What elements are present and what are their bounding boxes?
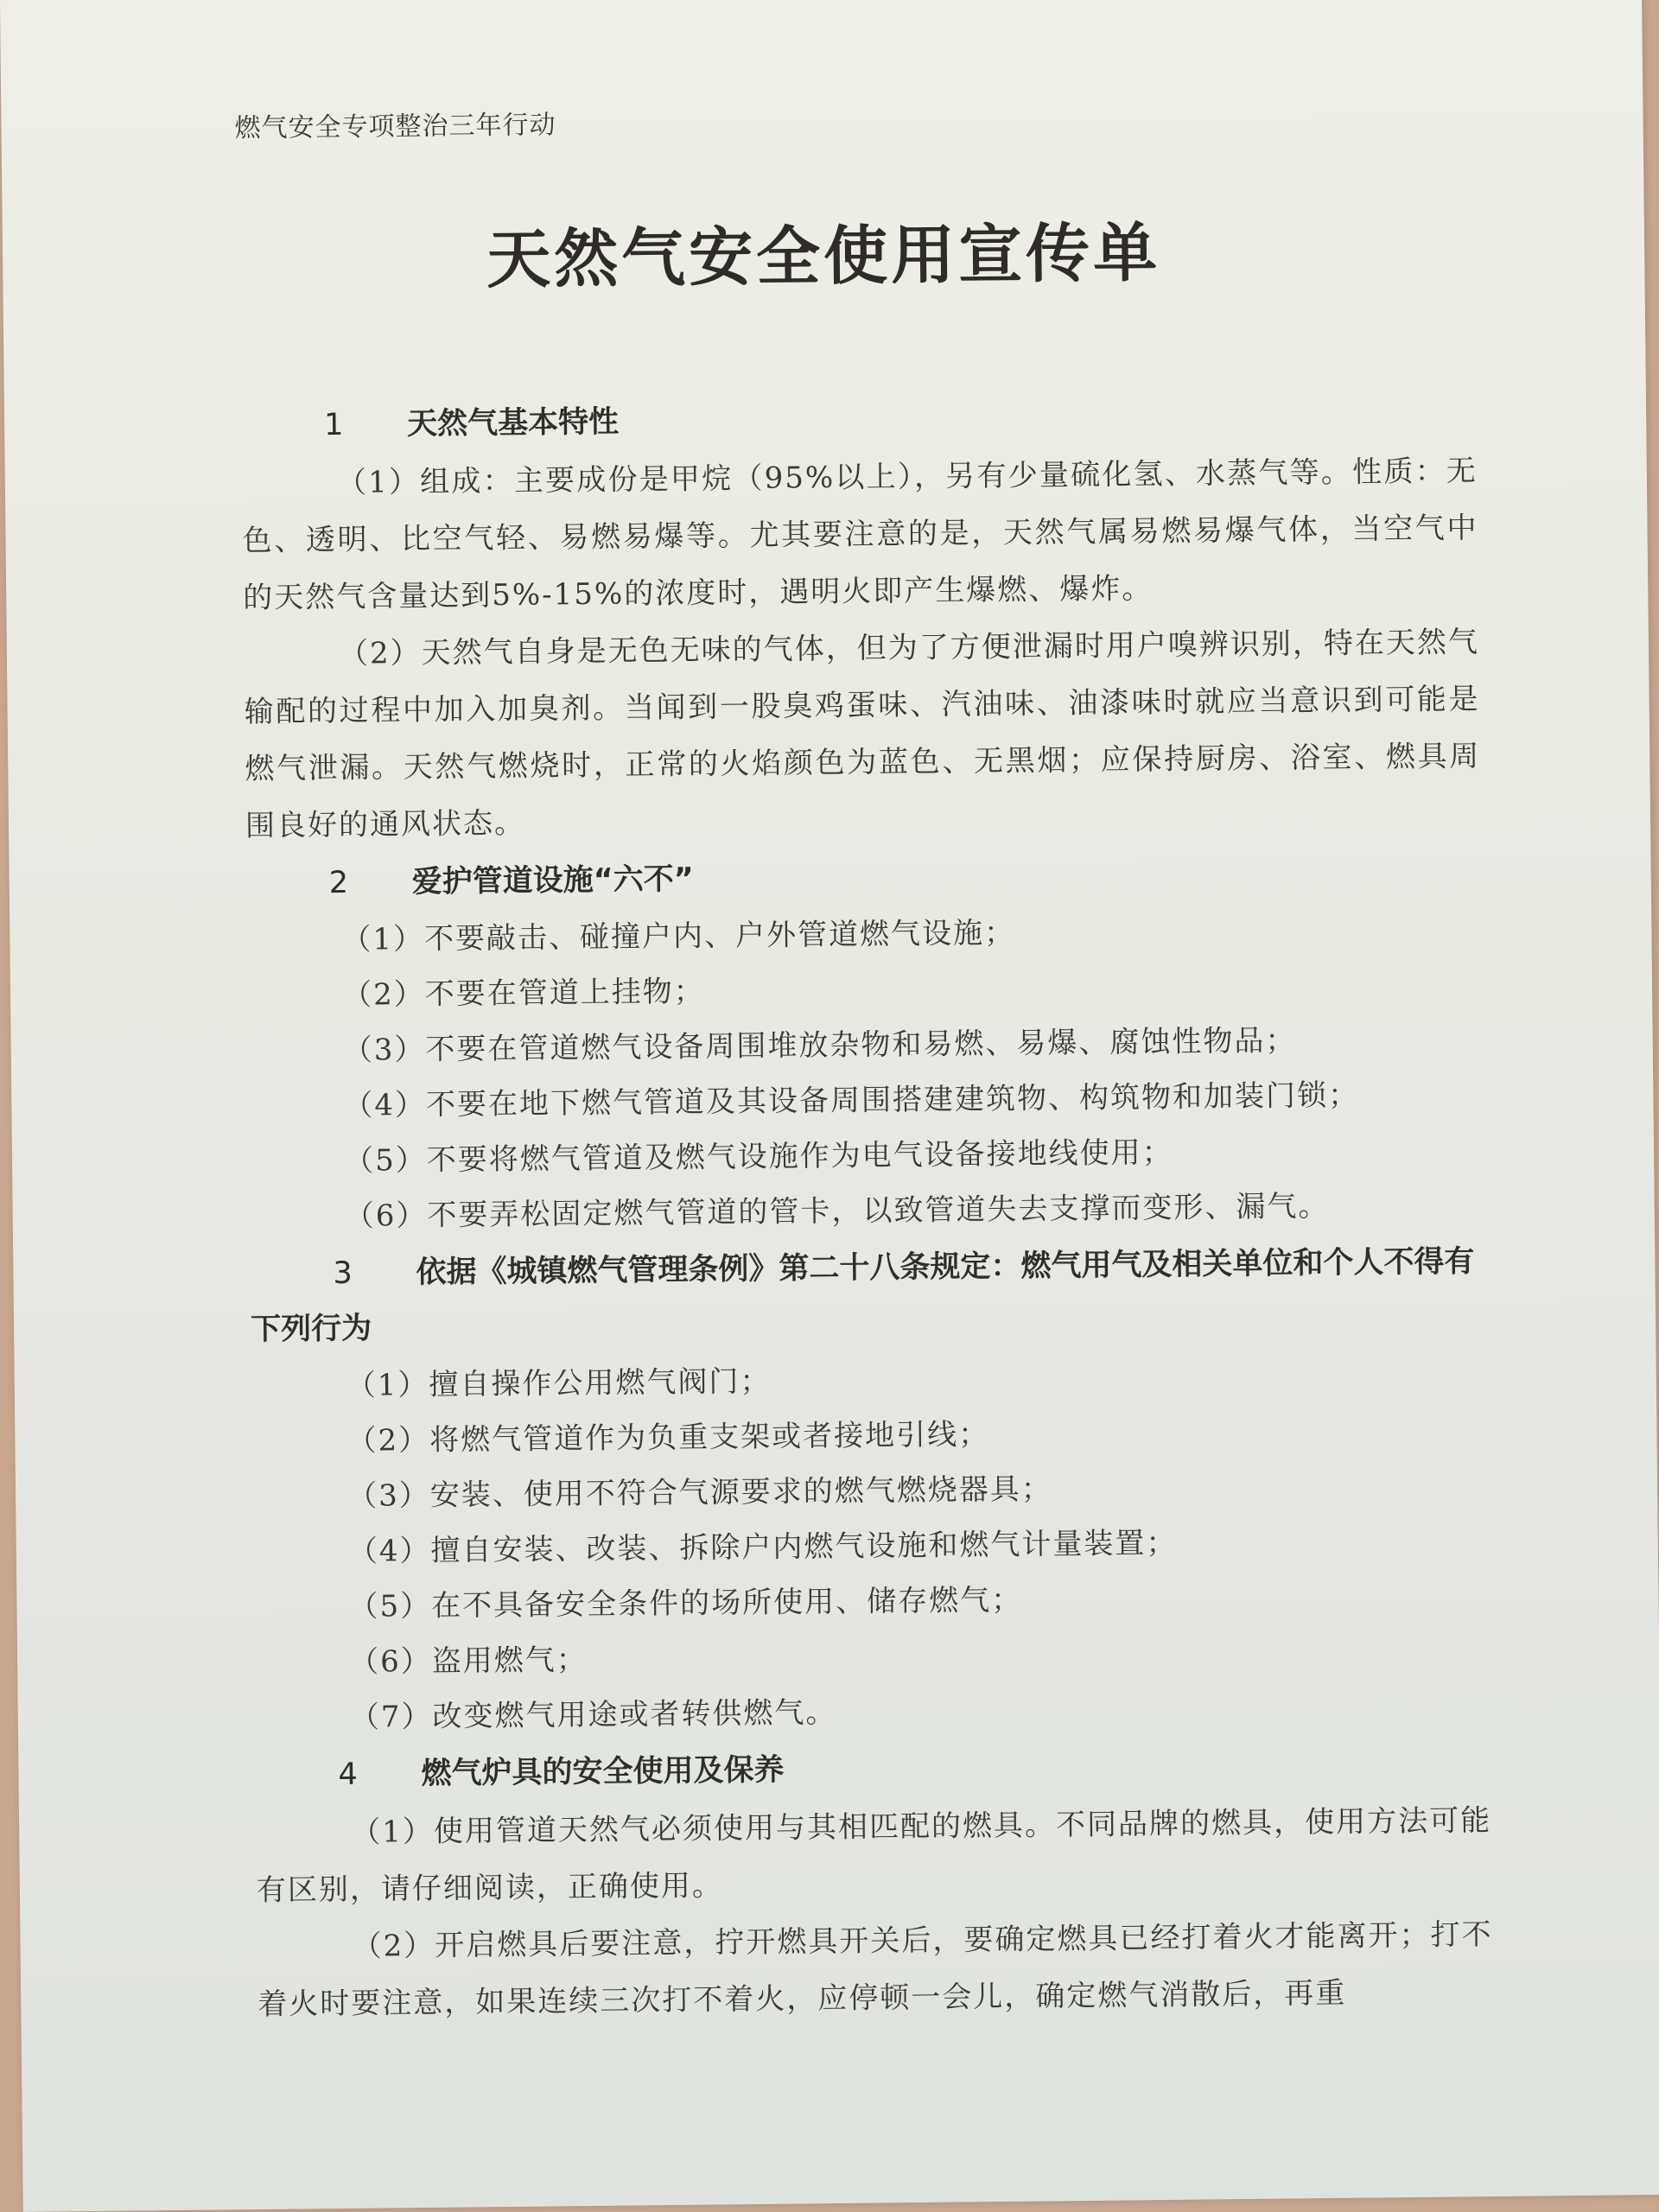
list-item: （5）不要将燃气管道及燃气设施作为电气设备接地线使用； xyxy=(343,1135,1173,1179)
list-item: （3）不要在管道燃气设备周围堆放杂物和易燃、易爆、腐蚀性物品； xyxy=(342,1023,1297,1068)
paragraph: （1）组成：主要成份是甲烷（95%以上），另有少量硫化氢、水蒸气等。性质：无色、透明、比空气轻、易燃易爆等。尤其要注意的是，天然气属易燃易爆气体，当空气中的天然气含量达到5%-15%的浓度时，遇明火即产生爆燃、爆炸。 xyxy=(242,454,1478,616)
section-number: 4 xyxy=(338,1757,359,1793)
list-item: （4）不要在地下燃气管道及其设备周围搭建建筑物、构筑物和加装门锁； xyxy=(343,1077,1360,1123)
list-item: （1）擅自操作公用燃气阀门； xyxy=(346,1363,772,1403)
list-item: （3）安装、使用不符合气源要求的燃气燃烧器具； xyxy=(346,1471,1052,1514)
section-3-heading xyxy=(250,1234,1486,1357)
list-item: （6）盗用燃气； xyxy=(348,1642,588,1680)
section-title: 依据《城镇燃气管理条例》第二十八条规定：燃气用气及相关单位和个人不得有下列行为 xyxy=(250,1244,1475,1348)
section-number: 2 xyxy=(328,865,349,901)
list-item: （2）将燃气管道作为负重支架或者接地引线； xyxy=(346,1417,990,1459)
section-2-heading xyxy=(245,843,1482,912)
section-number: 3 xyxy=(333,1255,353,1292)
list-item: （6）不要弄松固定燃气管道的管卡，以致管道失去支撑而变形、漏气。 xyxy=(344,1188,1330,1234)
list-item: （1）不要敲击、碰撞户内、户外管道燃气设施； xyxy=(341,915,1016,957)
list-item: （5）在不具备安全条件的场所使用、储存燃气； xyxy=(348,1582,1023,1624)
document-body xyxy=(241,384,1494,2033)
list-item: （4）擅自安装、改装、拆除户内燃气设施和燃气计量装置； xyxy=(347,1525,1178,1569)
section-title: 天然气基本特性 xyxy=(406,404,620,442)
paragraph: （2）开启燃具后要注意，拧开燃具开关后，要确定燃具已经打着火才能离开；打不着火时要注意，如果连续三次打不着火，应停顿一会儿，确定燃气消散后，再重 xyxy=(257,1917,1493,2023)
header-note: 燃气安全专项整治三年行动 xyxy=(234,110,556,144)
list-item: （7）改变燃气用途或者转供燃气。 xyxy=(349,1694,837,1735)
paragraph: （1）使用管道天然气必须使用与其相匹配的燃具。不同品牌的燃具，使用方法可能有区别，请仔细阅读，正确使用。 xyxy=(256,1803,1492,1909)
section-number: 1 xyxy=(323,407,344,443)
section-1-heading xyxy=(241,385,1478,454)
section-title: 爱护管道设施“六不” xyxy=(411,861,694,900)
section-title: 燃气炉具的安全使用及保养 xyxy=(421,1752,785,1792)
section-4-heading xyxy=(255,1735,1491,1803)
paragraph: （2）天然气自身是无色无味的气体，但为了方便泄漏时用户嗅辨识别，特在天然气输配的过程中加入加臭剂。当闻到一股臭鸡蛋味、汽油味、油漆味时就应当意识到可能是燃气泄漏。天然气燃烧时，正常的火焰颜色为蓝色、无黑烟；应保持厨房、浴室、燃具周围良好的通风状态。 xyxy=(244,625,1481,844)
list-item: （2）不要在管道上挂物； xyxy=(341,974,705,1013)
document-title: 天然气安全使用宣传单 xyxy=(486,215,1161,298)
